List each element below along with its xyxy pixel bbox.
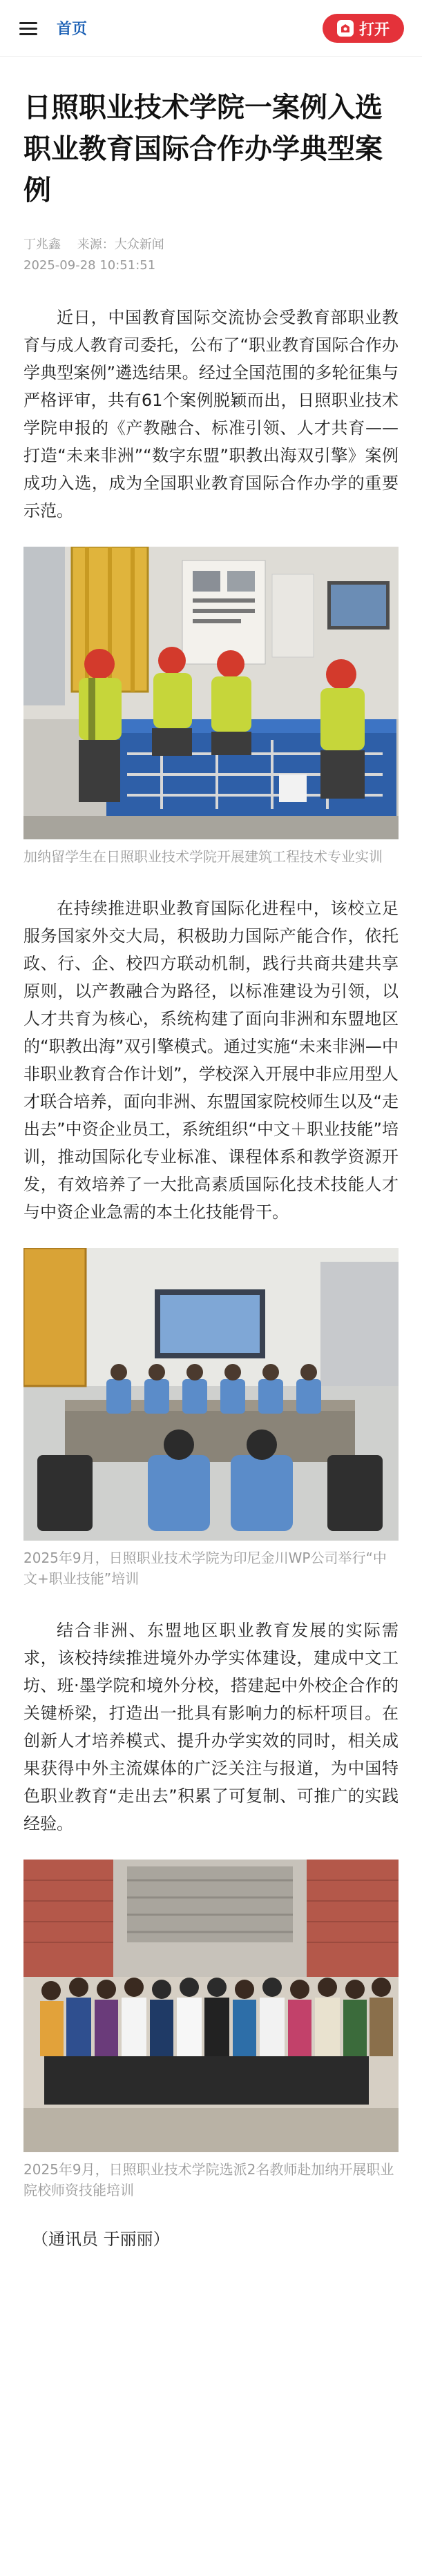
article-figure bbox=[23, 1248, 399, 1589]
article-source: 来源：大众新闻 bbox=[77, 237, 164, 252]
group-photo bbox=[23, 1860, 399, 2152]
article-paragraph: 近日，中国教育国际交流协会受教育部职业教育与成人教育司委托，公布了“职业教育国际合作办学典型案例”遴选结果。经过全国范围的多轮征集与严格评审，共有61个案例脱颖而出，日照职业技术学院申报的《产教融合、标准引领、人才共育——打造“未来非洲”“数字东盟”职教出海双引擎》案例成功入选，成为全国职业教育国际合作办学的重要示范。 bbox=[23, 308, 399, 520]
figure-caption: 加纳留学生在日照职业技术学院开展建筑工程技术专业实训 bbox=[23, 848, 383, 865]
figure-caption: 2025年9月，日照职业技术学院为印尼金川WP公司举行“中文+职业技能”培训 bbox=[23, 1550, 387, 1587]
training-photo bbox=[23, 547, 399, 839]
article-meta bbox=[23, 235, 399, 276]
article-datetime: 2025-09-28 10:51:51 bbox=[23, 258, 156, 273]
article-reporter: （通讯员 于丽丽） bbox=[32, 2229, 170, 2249]
article-figure bbox=[23, 1860, 399, 2201]
article-title: 日照职业技术学院一案例入选职业教育国际合作办学典型案例 bbox=[23, 92, 383, 206]
article-figure bbox=[23, 547, 399, 867]
article-paragraph: 结合非洲、东盟地区职业教育发展的实际需求，该校持续推进境外办学实体建设，建成中文工坊、班·墨学院和境外分校，搭建起中外校企合作的关键桥梁，打造出一批具有影响力的标杆项目。在创新人才培养模式、提升办学实效的同时，相关成果获得中外主流媒体的广泛关注与报道，为中国特色职业教育“走出去”积累了可复制、可推广的实践经验。 bbox=[23, 1621, 399, 1833]
meeting-photo bbox=[23, 1248, 399, 1541]
app-logo-icon bbox=[337, 20, 354, 37]
article-author: 丁兆鑫 bbox=[23, 237, 61, 252]
home-link[interactable]: 首页 bbox=[57, 21, 88, 38]
menu-icon[interactable] bbox=[19, 21, 37, 36]
open-app-button[interactable] bbox=[323, 14, 404, 43]
article-paragraph: 在持续推进职业教育国际化进程中，该校立足服务国家外交大局，积极助力国际产能合作，依托政、行、企、校四方联动机制，践行共商共建共享原则，以产教融合为路径，以标准建设为引领，以人才共育为核心，系统构建了面向非洲和东盟地区的“职教出海”双引擎模式。通过实施“未来非洲—中非职业教育合作计划”，学校深入开展中非应用型人才联合培养，面向非洲、东盟国家院校师生以及“走出去”中资企业员工，系统组织“中文＋职业技能”培训，推动国际化专业标准、课程体系和教学资源开发，有效培养了一大批高素质国际化技术技能人才与中资企业急需的本土化技能骨干。 bbox=[23, 899, 399, 1222]
article bbox=[0, 87, 422, 2253]
top-bar bbox=[0, 0, 422, 57]
figure-caption: 2025年9月，日照职业技术学院选派2名教师赴加纳开展职业院校师资技能培训 bbox=[23, 2161, 394, 2198]
open-app-label: 打开 bbox=[358, 21, 390, 39]
